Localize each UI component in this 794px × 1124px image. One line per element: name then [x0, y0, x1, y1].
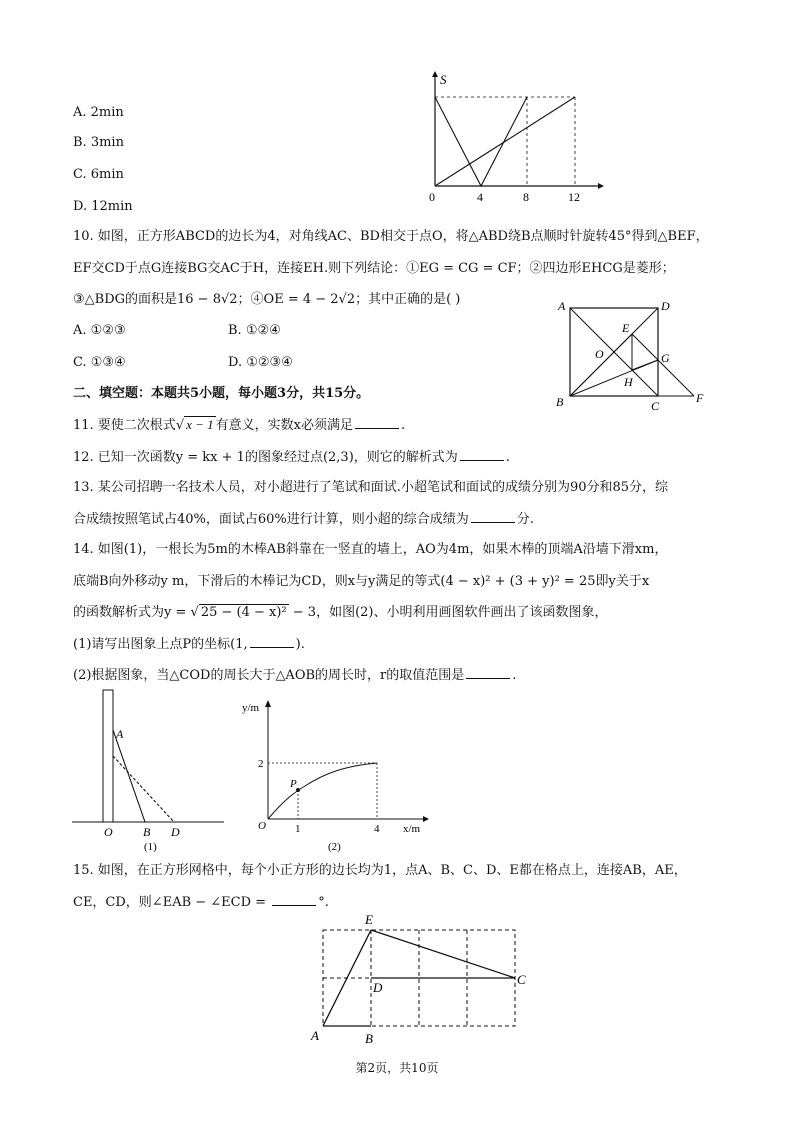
- q10-line-2: EF交CD于点G连接BG交AC于H，连接EH.则下列结论：①EG = CG = CF；②四边形EHCG是菱形；: [73, 261, 675, 276]
- svg-text:1: 1: [295, 823, 301, 835]
- svg-text:H: H: [624, 375, 633, 389]
- q9-option-d: D. 12min: [73, 199, 133, 214]
- q14-sub-2: (2)根据图象，当△COD的周长大于△AOB的周长时，r的取值范围是 .: [73, 668, 517, 683]
- svg-text:2: 2: [258, 758, 264, 770]
- q10-line-1: 10. 如图，正方形ABCD的边长为4，对角线AC、BD相交于点O，将△ABD绕B点顺时针旋转45°得到△BEF，: [73, 229, 709, 244]
- svg-text:P: P: [290, 778, 297, 790]
- svg-text:O: O: [104, 825, 113, 839]
- svg-text:4: 4: [374, 823, 380, 835]
- graph-line-2: [435, 97, 575, 186]
- q13-line-1: 13. 某公司招聘一名技术人员，对小超进行了笔试和面试.小超笔试和面试的成绩分别为90分和85分，综: [73, 480, 669, 495]
- q15-answer-blank: [272, 893, 316, 906]
- svg-text:F: F: [696, 391, 704, 405]
- q10-square-figure: [550, 298, 710, 413]
- q15-line-1: 15. 如图，在正方形网格中，每个小正方形的边长均为1，点A、B、C、D、E都在格点上，连接AB，AE，: [73, 863, 687, 878]
- q14-line-2: 底端B向外移动y m，下滑后的木棒记为CD，则x与y满足的等式(4 − x)² + (3 + y)² = 25即y关于x: [73, 574, 650, 589]
- svg-text:D: D: [661, 299, 670, 313]
- q13-answer-blank: [471, 510, 515, 523]
- y-axis-label: S: [440, 72, 447, 87]
- q10-option-a: A. ①②③: [73, 323, 126, 338]
- q14-line-3: 的函数解析式为y = √ 25 − (4 − x)² − 3，如图(2)、小明利用画图软件画出了该函数图象，: [73, 605, 608, 620]
- q9-option-b: B. 3min: [73, 135, 124, 150]
- svg-text:G: G: [661, 351, 670, 365]
- svg-text:E: E: [622, 321, 630, 335]
- q9-option-a: A. 2min: [73, 105, 124, 120]
- svg-text:A: A: [311, 1028, 319, 1043]
- q15-line-2: CE，CD，则∠EAB − ∠ECD = °.: [73, 895, 329, 910]
- tick-8: 8: [523, 190, 529, 204]
- q15-grid-figure: [305, 912, 545, 1047]
- q9-option-c: C. 6min: [73, 167, 124, 182]
- section-title: 二、填空题：本题共5小题，每小题3分，共15分。: [73, 386, 370, 401]
- svg-text:B: B: [143, 825, 151, 839]
- svg-text:D: D: [171, 825, 180, 839]
- q14-line-1: 14. 如图(1)，一根长为5m的木棒AB斜靠在一竖直的墙上，AO为4m，如果木棒的顶端A沿墙下滑xm，: [73, 542, 668, 557]
- svg-text:x/m: x/m: [403, 823, 421, 835]
- q10-line-3: ③△BDG的面积是16 − 8√2；④OE = 4 − 2√2；其中正确的是( ): [73, 292, 461, 307]
- svg-text:O: O: [595, 347, 604, 361]
- svg-text:B: B: [556, 395, 564, 409]
- page-footer: 第2页，共10页: [355, 1061, 439, 1075]
- q14-figure-2: [240, 695, 440, 853]
- q9-graph: [420, 70, 610, 205]
- q13-line-2: 合成绩按照笔试占40%，面试占60%进行计算，则小超的综合成绩为 分.: [73, 512, 534, 527]
- q10-option-c: C. ①③④: [73, 355, 126, 370]
- svg-text:(1): (1): [144, 841, 157, 853]
- svg-text:C: C: [651, 399, 660, 413]
- svg-text:y/m: y/m: [242, 702, 260, 714]
- tick-12: 12: [568, 190, 580, 204]
- tick-4: 4: [477, 190, 483, 204]
- q10-option-b: B. ①②④: [228, 323, 281, 338]
- q11-line: 11. 要使二次根式√ x − 1 有意义，实数x必须满足 .: [73, 417, 406, 433]
- svg-text:C: C: [517, 972, 526, 987]
- q11-answer-blank: [355, 416, 399, 429]
- svg-text:D: D: [373, 980, 383, 995]
- q14-sub-1: (1)请写出图象上点P的坐标(1, ).: [73, 637, 305, 652]
- q14-figure-1: [70, 690, 230, 853]
- svg-text:A: A: [116, 727, 124, 741]
- q14-sub2-blank: [466, 666, 510, 679]
- svg-text:(2): (2): [328, 841, 341, 853]
- tick-0: 0: [429, 190, 435, 204]
- q10-option-d: D. ①②③④: [228, 355, 293, 370]
- q12-line: 12. 已知一次函数y = kx + 1的图象经过点(2,3)，则它的解析式为 .: [73, 450, 510, 465]
- svg-text:A: A: [558, 299, 566, 313]
- svg-text:E: E: [365, 912, 373, 927]
- q14-sub1-blank: [250, 635, 294, 648]
- svg-text:B: B: [365, 1031, 373, 1046]
- svg-text:O: O: [258, 820, 266, 832]
- q12-answer-blank: [460, 448, 504, 461]
- graph-line-1: [435, 97, 527, 186]
